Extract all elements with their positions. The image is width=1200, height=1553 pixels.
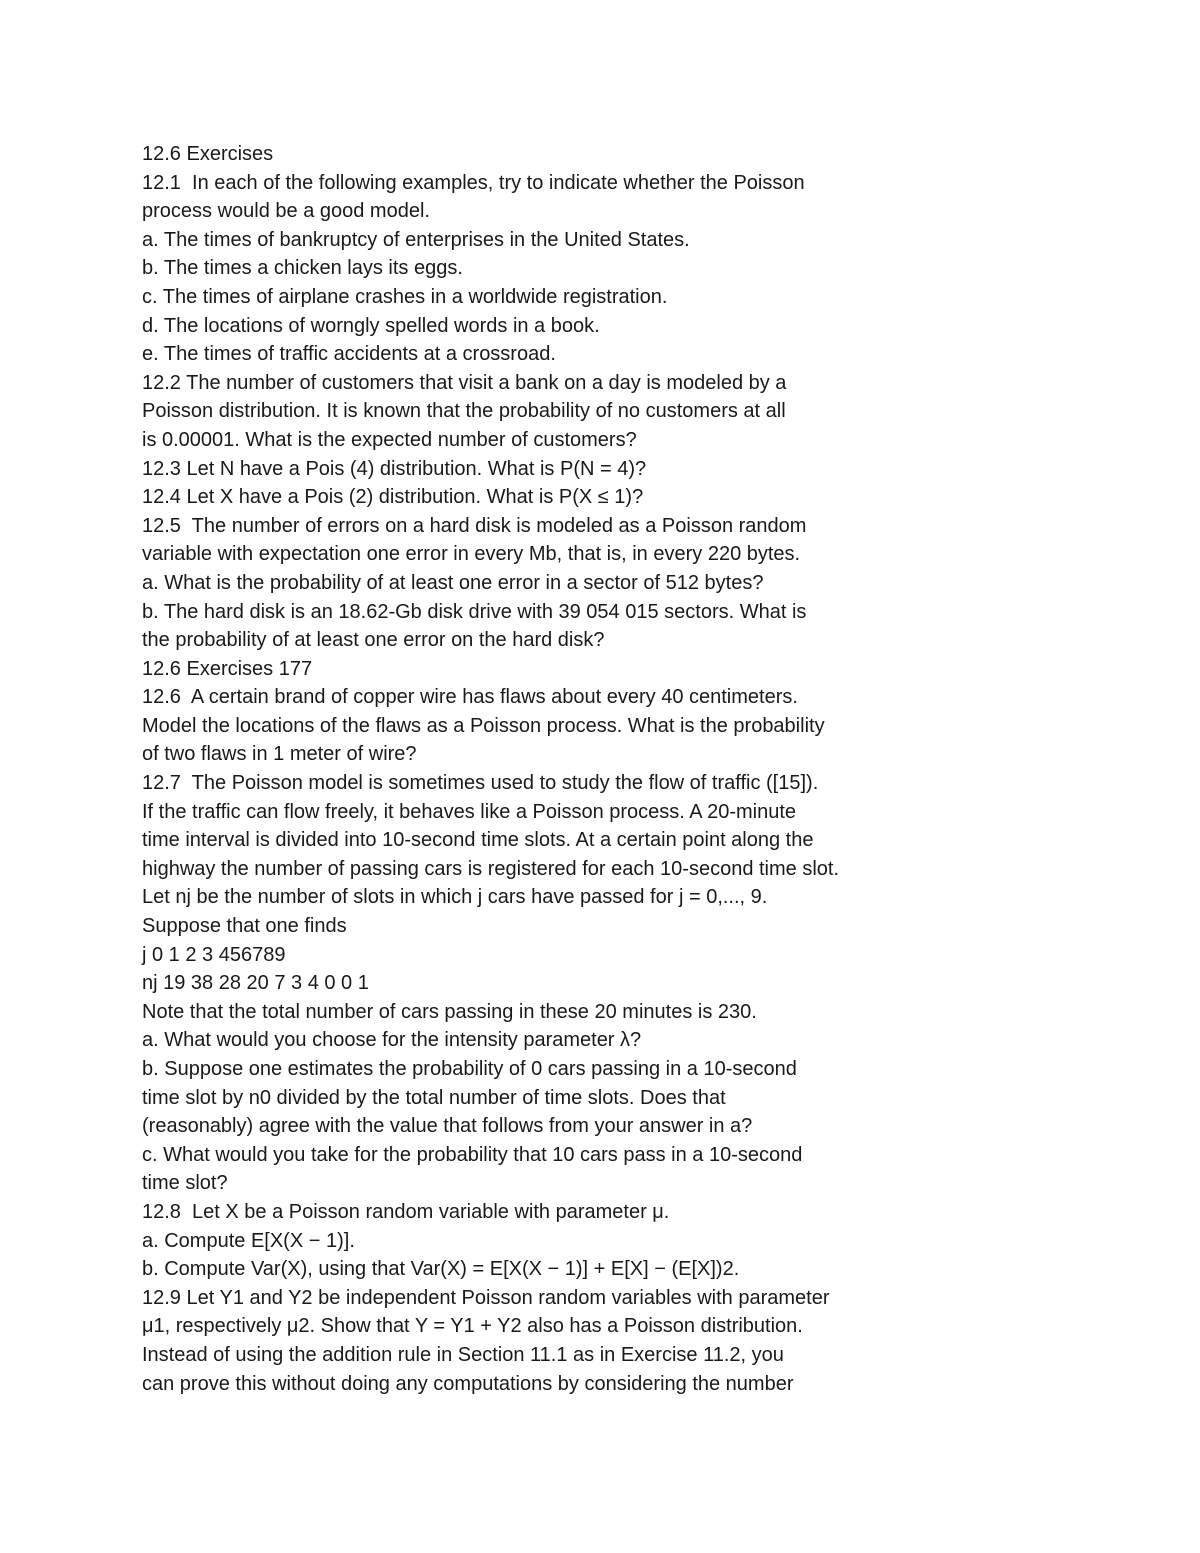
text-line: Let nj be the number of slots in which j cars have passed for j = 0,..., 9. [142,886,768,909]
text-line: time interval is divided into 10-second time slots. At a certain point along the [142,829,814,852]
text-line: d. The locations of worngly spelled words in a book. [142,314,600,337]
text-line: μ1, respectively μ2. Show that Y = Y1 + Y2 also has a Poisson distribution. [142,1315,803,1338]
text-line: If the traffic can flow freely, it behaves like a Poisson process. A 20-minute [142,800,797,823]
text-line: a. What is the probability of at least one error in a sector of 512 bytes? [142,571,764,594]
text-line: variable with expectation one error in every Mb, that is, in every 220 bytes. [142,543,801,566]
text-line: time slot by n0 divided by the total number of time slots. Does that [142,1086,726,1109]
text-line: Model the locations of the flaws as a Poisson process. What is the probability [142,714,825,737]
text-line: of two flaws in 1 meter of wire? [142,743,417,766]
text-line: Suppose that one finds [142,915,347,938]
text-line: 12.8 Let X be a Poisson random variable with parameter μ. [142,1200,670,1223]
text-line: Instead of using the addition rule in Section 11.1 as in Exercise 11.2, you [142,1343,784,1366]
text-line: 12.1 In each of the following examples, try to indicate whether the Poisson [142,171,805,194]
text-line: 12.7 The Poisson model is sometimes used to study the flow of traffic ([15]). [142,772,819,795]
text-line: 12.6 Exercises 177 [142,657,313,680]
text-line: c. The times of airplane crashes in a worldwide registration. [142,285,668,308]
text-line: b. The hard disk is an 18.62-Gb disk drive with 39 054 015 sectors. What is [142,600,807,623]
text-line: can prove this without doing any computations by considering the number [142,1372,794,1395]
text-line: b. Compute Var(X), using that Var(X) = E[X(X − 1)] + E[X] − (E[X])2. [142,1258,740,1281]
document-body [142,140,1142,1398]
text-line: 12.3 Let N have a Pois (4) distribution. What is P(N = 4)? [142,457,647,480]
text-line: a. Compute E[X(X − 1)]. [142,1229,355,1252]
text-line: 12.9 Let Y1 and Y2 be independent Poisson random variables with parameter [142,1286,830,1309]
text-line: c. What would you take for the probability that 10 cars pass in a 10-second [142,1143,803,1166]
text-line: (reasonably) agree with the value that follows from your answer in a? [142,1115,753,1138]
text-line: a. What would you choose for the intensity parameter λ? [142,1029,642,1052]
text-line: time slot? [142,1172,228,1195]
text-line: 12.5 The number of errors on a hard disk is modeled as a Poisson random [142,514,807,537]
text-line: nj 19 38 28 20 7 3 4 0 0 1 [142,972,369,995]
text-line: j 0 1 2 3 456789 [142,943,286,966]
text-line: is 0.00001. What is the expected number of customers? [142,428,637,451]
text-line: Note that the total number of cars passing in these 20 minutes is 230. [142,1000,757,1023]
text-line: a. The times of bankruptcy of enterprises in the United States. [142,228,690,251]
text-line: 12.2 The number of customers that visit a bank on a day is modeled by a [142,371,787,394]
text-line: b. The times a chicken lays its eggs. [142,257,463,280]
text-line: highway the number of passing cars is registered for each 10-second time slot. [142,857,840,880]
text-line: the probability of at least one error on the hard disk? [142,629,605,652]
text-line: 12.6 Exercises [142,143,274,165]
text-line: 12.4 Let X have a Pois (2) distribution. What is P(X ≤ 1)? [142,486,644,509]
text-line: 12.6 A certain brand of copper wire has flaws about every 40 centimeters. [142,686,798,709]
text-line: b. Suppose one estimates the probability of 0 cars passing in a 10-second [142,1058,797,1080]
text-line: Poisson distribution. It is known that the probability of no customers at all [142,400,786,423]
text-line: process would be a good model. [142,200,430,223]
text-line: e. The times of traffic accidents at a crossroad. [142,343,556,366]
